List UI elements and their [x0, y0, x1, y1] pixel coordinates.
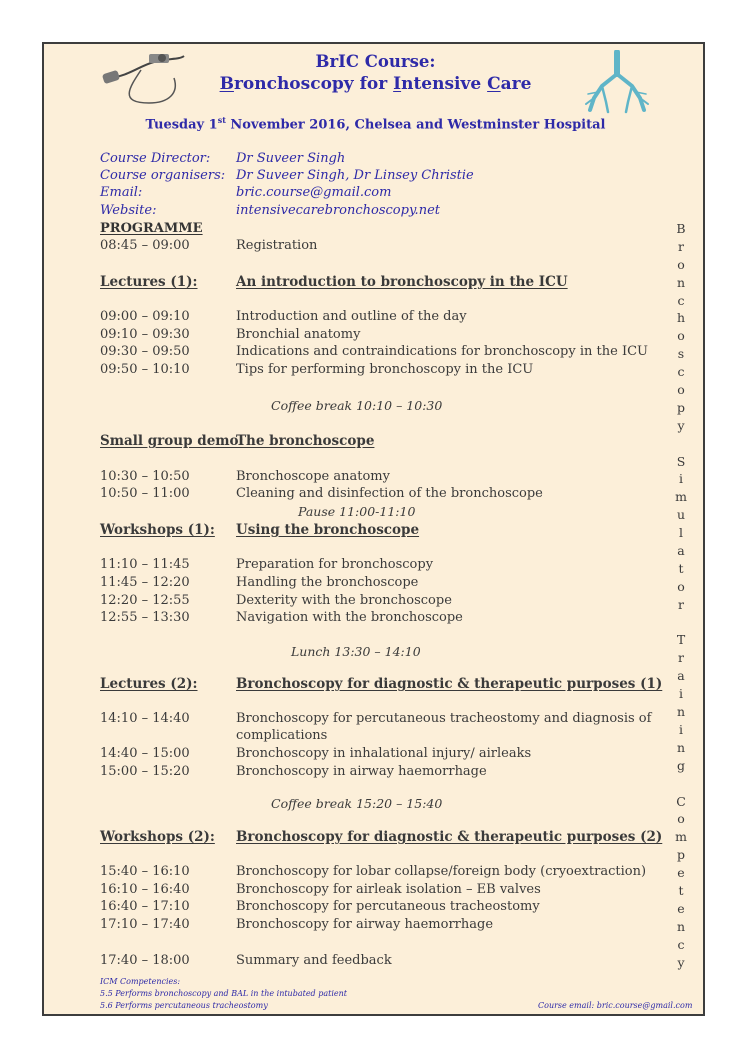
break-coffee-1: Coffee break 10:10 – 10:30: [271, 398, 443, 413]
row-time: 14:40 – 15:00: [100, 746, 190, 761]
row-item: Navigation with the bronchoscope: [236, 610, 463, 625]
row-item: Bronchoscopy for percutaneous tracheostomy: [236, 899, 540, 914]
footer-competencies-heading: ICM Competencies:: [100, 977, 181, 986]
row-item: Dexterity with the bronchoscope: [236, 593, 452, 608]
row-time: 15:40 – 16:10: [100, 864, 190, 879]
row-item: Cleaning and disinfection of the bronchoscope: [236, 486, 543, 501]
vertical-letter: e: [677, 865, 685, 881]
vertical-letter: y: [677, 417, 685, 433]
row-time: 12:55 – 13:30: [100, 610, 190, 625]
vertical-letter: n: [676, 274, 686, 290]
break-pause: Pause 11:00-11:10: [298, 504, 416, 519]
vertical-letter: i: [679, 721, 683, 737]
row-item: Bronchoscopy in inhalational injury/ airleaks: [236, 746, 532, 761]
row-item: Bronchial anatomy: [236, 327, 361, 342]
row-time: 11:45 – 12:20: [100, 575, 190, 590]
vertical-letter: o: [677, 256, 685, 272]
footer-competency-5-6: 5.6 Performs percutaneous tracheostomy: [100, 1001, 268, 1010]
flyer-frame: [42, 42, 705, 1016]
vertical-letter: y: [677, 954, 685, 970]
vertical-letter: u: [676, 507, 686, 523]
vertical-letter: l: [679, 525, 683, 541]
row-item: Bronchoscopy for airleak isolation – EB valves: [236, 882, 541, 897]
row-item: Registration: [236, 238, 318, 253]
vertical-letter: c: [677, 364, 685, 380]
vertical-letter: n: [676, 704, 686, 720]
row-time: 17:40 – 18:00: [100, 953, 190, 968]
row-time: 16:40 – 17:10: [100, 899, 190, 914]
row-time: 09:00 – 09:10: [100, 309, 190, 324]
row-item: Indications and contraindications for bronchoscopy in the ICU: [236, 344, 648, 359]
vertical-letter: r: [678, 238, 684, 254]
section-label: Workshops (2):: [100, 829, 215, 845]
break-lunch: Lunch 13:30 – 14:10: [291, 644, 421, 659]
info-label-organisers: Course organisers:: [100, 168, 226, 183]
row-time: 09:10 – 09:30: [100, 327, 190, 342]
vertical-letter: i: [679, 471, 683, 487]
info-label-email: Email:: [100, 185, 143, 200]
section-title: Using the bronchoscope: [236, 522, 420, 538]
vertical-letter: o: [677, 811, 685, 827]
info-value-director: Dr Suveer Singh: [236, 151, 346, 166]
vertical-letter: [673, 435, 689, 453]
vertical-letter: r: [678, 650, 684, 666]
section-title: An introduction to bronchoscopy in the ICU: [236, 274, 568, 290]
course-date: Tuesday 1st November 2016, Chelsea and Westminster Hospital: [145, 115, 606, 133]
row-item: Bronchoscope anatomy: [236, 469, 390, 484]
info-value-email[interactable]: bric.course@gmail.com: [236, 185, 392, 200]
vertical-letter: C: [676, 793, 686, 809]
row-time: 16:10 – 16:40: [100, 882, 190, 897]
section-label: Lectures (2):: [100, 676, 198, 692]
vertical-letter: a: [677, 543, 685, 559]
break-coffee-2: Coffee break 15:20 – 15:40: [271, 796, 443, 811]
programme-heading: PROGRAMME: [100, 221, 203, 236]
vertical-letter: o: [677, 328, 685, 344]
row-item: Preparation for bronchoscopy: [236, 557, 434, 572]
vertical-letter: n: [676, 918, 686, 934]
vertical-letter: o: [677, 382, 685, 398]
vertical-letter: m: [675, 489, 687, 505]
row-item: Bronchoscopy for lobar collapse/foreign body (cryoextraction): [236, 864, 647, 879]
row-item: Tips for performing bronchoscopy in the ICU: [236, 362, 534, 377]
row-time: 09:30 – 09:50: [100, 344, 190, 359]
row-time: 15:00 – 15:20: [100, 764, 190, 779]
vertical-letter: T: [676, 632, 686, 648]
section-label: Small group demo:: [100, 433, 244, 449]
vertical-letter: p: [676, 399, 685, 415]
section-title: The bronchoscope: [236, 433, 375, 449]
section-label: Lectures (1):: [100, 274, 198, 290]
row-time: 10:30 – 10:50: [100, 469, 190, 484]
vertical-letter: S: [676, 453, 686, 469]
vertical-letter: o: [677, 578, 685, 594]
vertical-letter: c: [677, 936, 685, 952]
row-item: Bronchoscopy for airway haemorrhage: [236, 917, 494, 932]
row-item: Summary and feedback: [236, 953, 392, 968]
section-title: Bronchoscopy for diagnostic & therapeutic purposes (1): [236, 676, 663, 692]
vertical-side-text: [673, 220, 689, 971]
vertical-letter: h: [676, 310, 686, 326]
vertical-letter: r: [678, 596, 684, 612]
row-item: Introduction and outline of the day: [236, 309, 467, 324]
vertical-letter: c: [677, 292, 685, 308]
row-time: 17:10 – 17:40: [100, 917, 190, 932]
course-subtitle: Bronchoscopy for Intensive Care: [219, 74, 532, 94]
vertical-letter: B: [676, 221, 686, 236]
footer-competency-5-5: 5.5 Performs bronchoscopy and BAL in the intubated patient: [100, 989, 347, 998]
row-item-continued: complications: [236, 728, 328, 743]
info-label-director: Course Director:: [100, 151, 211, 166]
info-value-organisers: Dr Suveer Singh, Dr Linsey Christie: [236, 168, 474, 183]
row-item: Bronchoscopy in airway haemorrhage: [236, 764, 487, 779]
vertical-letter: e: [677, 900, 685, 916]
vertical-letter: a: [677, 668, 685, 684]
vertical-letter: t: [678, 560, 684, 576]
vertical-letter: t: [678, 882, 684, 898]
row-time: 12:20 – 12:55: [100, 593, 190, 608]
section-label: Workshops (1):: [100, 522, 215, 538]
row-time: 09:50 – 10:10: [100, 362, 190, 377]
row-item: Bronchoscopy for percutaneous tracheostomy and diagnosis of: [236, 711, 652, 726]
row-time: 11:10 – 11:45: [100, 557, 190, 572]
vertical-letter: p: [676, 847, 685, 863]
section-title: Bronchoscopy for diagnostic & therapeutic purposes (2): [236, 829, 663, 845]
row-time: 08:45 – 09:00: [100, 238, 190, 253]
vertical-letter: m: [675, 829, 687, 845]
footer-course-email[interactable]: Course email: bric.course@gmail.com: [538, 1001, 693, 1010]
vertical-letter: i: [679, 686, 683, 702]
row-item: Handling the bronchoscope: [236, 575, 419, 590]
vertical-letter: [673, 614, 689, 632]
course-title: BrIC Course:: [315, 52, 436, 71]
vertical-letter: n: [676, 739, 686, 755]
info-value-website[interactable]: intensivecarebronchoscopy.net: [236, 203, 440, 218]
row-time: 10:50 – 11:00: [100, 486, 190, 501]
vertical-letter: g: [676, 757, 685, 773]
info-label-website: Website:: [100, 203, 157, 218]
row-time: 14:10 – 14:40: [100, 711, 190, 726]
vertical-letter: s: [677, 346, 685, 362]
vertical-letter: [673, 775, 689, 793]
